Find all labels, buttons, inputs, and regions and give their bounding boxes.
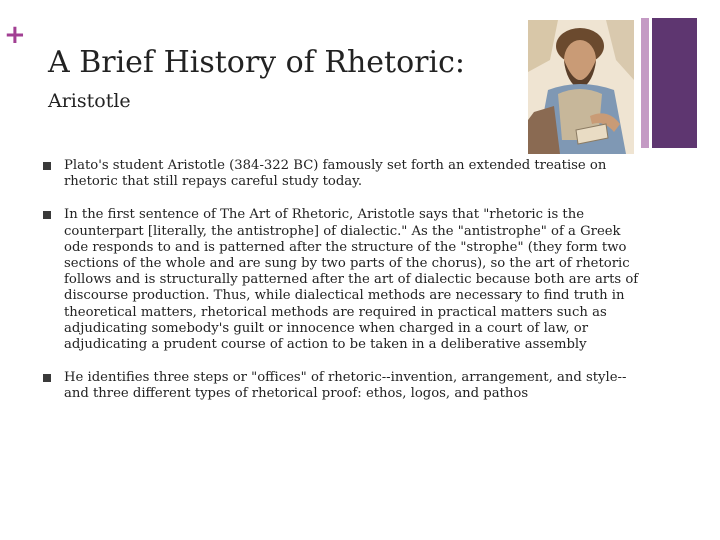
slide-title: A Brief History of Rhetoric: <box>48 45 465 80</box>
accent-bar-dark <box>652 18 697 148</box>
plus-icon: + <box>4 20 26 50</box>
slide-subtitle: Aristotle <box>48 90 131 112</box>
square-bullet-icon <box>43 162 51 170</box>
aristotle-portrait <box>528 20 634 154</box>
bullet-text: Plato's student Aristotle (384-322 BC) famously set forth an extended treatise on rhetoric that still repays careful study today. <box>64 158 607 190</box>
aristotle-portrait-icon <box>528 20 634 154</box>
bullet-text: He identifies three steps or "offices" of rhetoric--invention, arrangement, and style--and three different types of rhetorical proof: ethos, logos, and pathos <box>64 370 627 402</box>
bullet-list <box>40 158 640 420</box>
list-item <box>40 207 640 353</box>
square-bullet-icon <box>43 374 51 382</box>
square-bullet-icon <box>43 211 51 219</box>
list-item <box>40 370 640 402</box>
list-item <box>40 158 640 190</box>
accent-bar-light <box>641 18 649 148</box>
bullet-text: In the first sentence of The Art of Rhetoric, Aristotle says that "rhetoric is the counterpart [literally, the antistrophe] of dialectic." As the "antistrophe" of a Greek ode responds to and is patterned after the structure of the "strophe" (they form two sections of the whole and are sung by two parts of the chorus), so the art of rhetoric follows and is structurally patterned after the art of dialectic because both are arts of discourse production. Thus, while dialectical methods are necessary to find truth in theoretical matters, rhetorical methods are required in practical matters such as adjudicating somebody's guilt or innocence when charged in a court of law, or adjudicating a prudent course of action to be taken in a deliberative assembly <box>64 207 639 353</box>
